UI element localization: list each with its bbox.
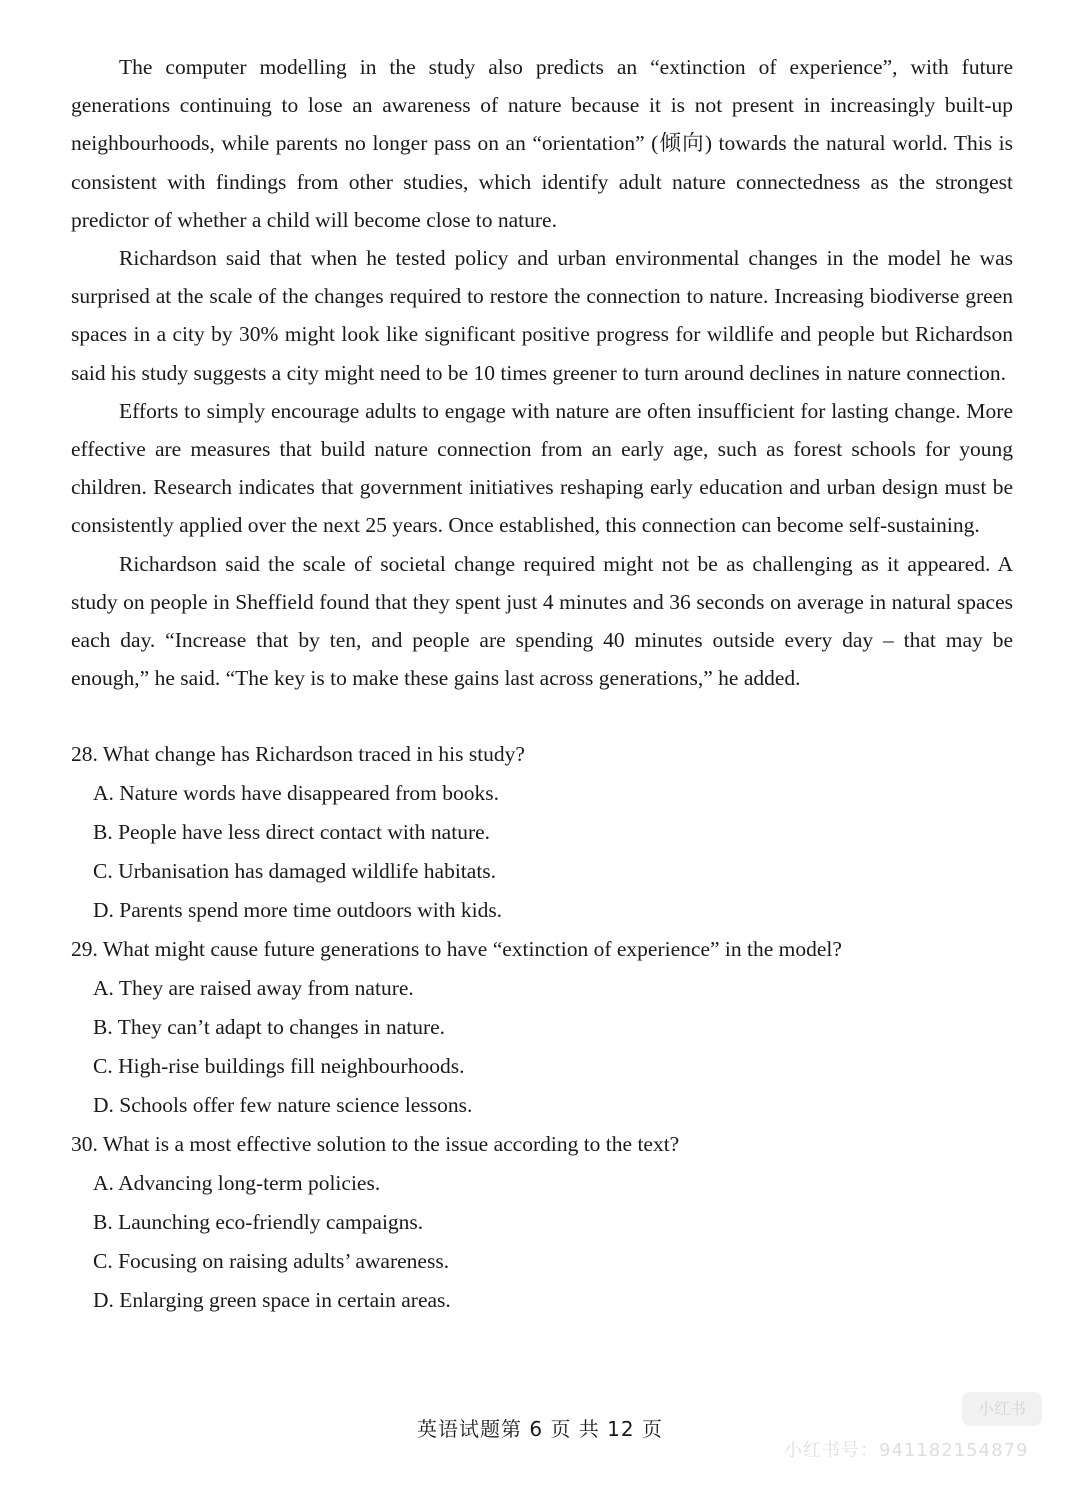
question-29-option-d: D. Schools offer few nature science lessons. <box>93 1093 473 1118</box>
watermark-logo: 小红书 <box>962 1392 1042 1426</box>
passage-paragraph-2: Richardson said that when he tested policy and urban environmental changes in the model he was surprised at the scale of the changes required to restore the connection to nature. Increasing biodiverse green spaces in a city by 30% might look like significant positive progress for wildlife and people but Richardson said his study suggests a city might need to be 10 times greener to turn around declines in nature connection. <box>71 246 1013 385</box>
question-29-option-a: A. They are raised away from nature. <box>93 976 414 1001</box>
question-29-option-c: C. High-rise buildings fill neighbourhoods. <box>93 1054 465 1079</box>
passage-paragraph-4: Richardson said the scale of societal change required might not be as challenging as it appeared. A study on people in Sheffield found that they spent just 4 minutes and 36 seconds on average in natural spaces each day. “Increase that by ten, and people are spending 40 minutes outside every day – that may be enough,” he said. “The key is to make these gains last across generations,” he added. <box>71 551 1013 691</box>
question-28-option-c: C. Urbanisation has damaged wildlife habitats. <box>93 859 497 884</box>
watermark-id: 小红书号：941182154879 <box>784 1440 1029 1461</box>
question-28-stem: 28. What change has Richardson traced in his study? <box>71 742 525 767</box>
question-29-option-b: B. They can’t adapt to changes in nature. <box>93 1015 446 1040</box>
question-28-option-a: A. Nature words have disappeared from books. <box>93 781 499 806</box>
question-30-option-b: B. Launching eco-friendly campaigns. <box>93 1210 424 1235</box>
question-30-option-a: A. Advancing long-term policies. <box>93 1171 381 1196</box>
exam-page <box>71 48 1013 1320</box>
question-28-option-b: B. People have less direct contact with nature. <box>93 820 491 845</box>
questions-section <box>71 735 1013 1320</box>
question-30-option-d: D. Enlarging green space in certain areas. <box>93 1288 451 1313</box>
question-30-stem: 30. What is a most effective solution to the issue according to the text? <box>71 1132 680 1157</box>
question-28-option-d: D. Parents spend more time outdoors with kids. <box>93 898 503 923</box>
passage-paragraph-3: Efforts to simply encourage adults to engage with nature are often insufficient for lasting change. More effective are measures that build nature connection from an early age, such as forest schools for young children. Research indicates that government initiatives reshaping early education and urban design must be consistently applied over the next 25 years. Once established, this connection can become self-sustaining. <box>71 398 1013 538</box>
question-29-stem: 29. What might cause future generations to have “extinction of experience” in the model? <box>71 937 842 962</box>
page-footer: 英语试题第 6 页 共 12 页 <box>417 1417 663 1441</box>
reading-passage <box>71 48 1013 697</box>
question-30-option-c: C. Focusing on raising adults’ awareness. <box>93 1249 450 1274</box>
passage-paragraph-1: The computer modelling in the study also predicts an “extinction of experience”, with future generations continuing to lose an awareness of nature because it is not present in increasingly built-up neighbourhoods, while parents no longer pass on an “orientation” (倾向) towards the natural world. This is consistent with findings from other studies, which identify adult nature connectedness as the strongest predictor of whether a child will become close to nature. <box>71 55 1013 232</box>
